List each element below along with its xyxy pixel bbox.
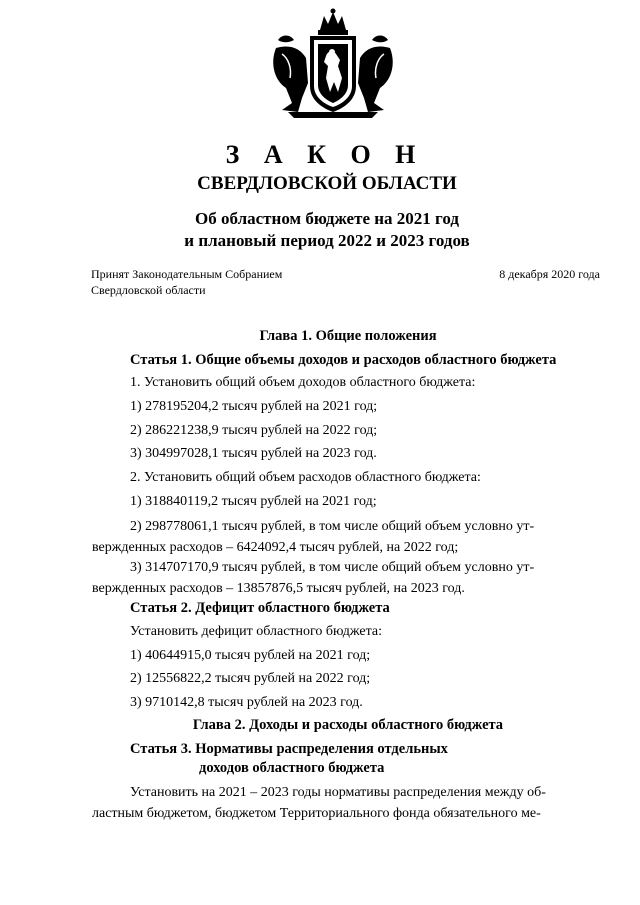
article-2-heading: Статья 2. Дефицит областного бюджета <box>130 600 390 616</box>
region-subtitle: СВЕРДЛОВСКОЙ ОБЛАСТИ <box>197 173 457 194</box>
article-3-paragraph-line-2: ластным бюджетом, бюджетом Территориального фонда обязательного ме- <box>92 806 541 821</box>
article-1-item-2-3-line-2: вержденных расходов – 13857876,5 тысяч рублей, на 2023 год. <box>92 581 465 596</box>
adopted-date: 8 декабря 2020 года <box>499 267 600 281</box>
article-1-item-2-2 <box>92 516 598 558</box>
article-2-item-2: 2) 12556822,2 тысяч рублей на 2022 год; <box>130 671 371 686</box>
law-subject-line-2: и плановый период 2022 и 2023 годов <box>184 231 470 250</box>
article-1-paragraph-2: 2. Установить общий объем расходов областного бюджета: <box>130 470 481 485</box>
coat-of-arms-emblem <box>268 8 398 120</box>
article-3-heading-line-2: доходов областного бюджета <box>199 760 385 776</box>
adopted-by-line-2: Свердловской области <box>91 283 206 297</box>
article-1-item-2-3-line-1: 3) 314707170,9 тысяч рублей, в том числе общий объем условно ут- <box>130 560 535 575</box>
article-2-paragraph: Установить дефицит областного бюджета: <box>130 624 382 639</box>
article-2-item-3: 3) 9710142,8 тысяч рублей на 2023 год. <box>130 695 363 710</box>
law-subject <box>0 208 640 252</box>
article-1-item-1-2: 2) 286221238,9 тысяч рублей на 2022 год; <box>130 423 378 438</box>
article-1-item-1-1: 1) 278195204,2 тысяч рублей на 2021 год; <box>130 399 378 414</box>
law-subject-line-1: Об областном бюджете на 2021 год <box>195 209 459 228</box>
article-3-paragraph-line-1: Установить на 2021 – 2023 годы нормативы распределения между об- <box>130 785 546 800</box>
adopted-by-line-1: Принят Законодательным Собранием <box>91 267 283 281</box>
chapter-1-heading: Глава 1. Общие положения <box>259 328 437 344</box>
article-3-paragraph <box>92 782 598 824</box>
article-1-item-2-1: 1) 318840119,2 тысяч рублей на 2021 год; <box>130 494 377 509</box>
article-1-paragraph-1: 1. Установить общий объем доходов областного бюджета: <box>130 375 476 390</box>
article-1-heading: Статья 1. Общие объемы доходов и расходов областного бюджета <box>130 352 557 368</box>
adopted-by <box>91 266 282 298</box>
article-3-heading-line-1: Статья 3. Нормативы распределения отдельных <box>130 741 448 757</box>
article-1-item-2-3 <box>92 557 598 599</box>
law-title: З А К О Н <box>225 140 425 169</box>
article-1-item-2-2-line-1: 2) 298778061,1 тысяч рублей, в том числе общий объем условно ут- <box>130 519 535 534</box>
article-1-item-1-3: 3) 304997028,1 тысяч рублей на 2023 год. <box>130 446 377 461</box>
chapter-2-heading: Глава 2. Доходы и расходы областного бюджета <box>192 717 504 733</box>
article-1-item-2-2-line-2: вержденных расходов – 6424092,4 тысяч рублей, на 2022 год; <box>92 540 459 555</box>
article-2-item-1: 1) 40644915,0 тысяч рублей на 2021 год; <box>130 648 371 663</box>
